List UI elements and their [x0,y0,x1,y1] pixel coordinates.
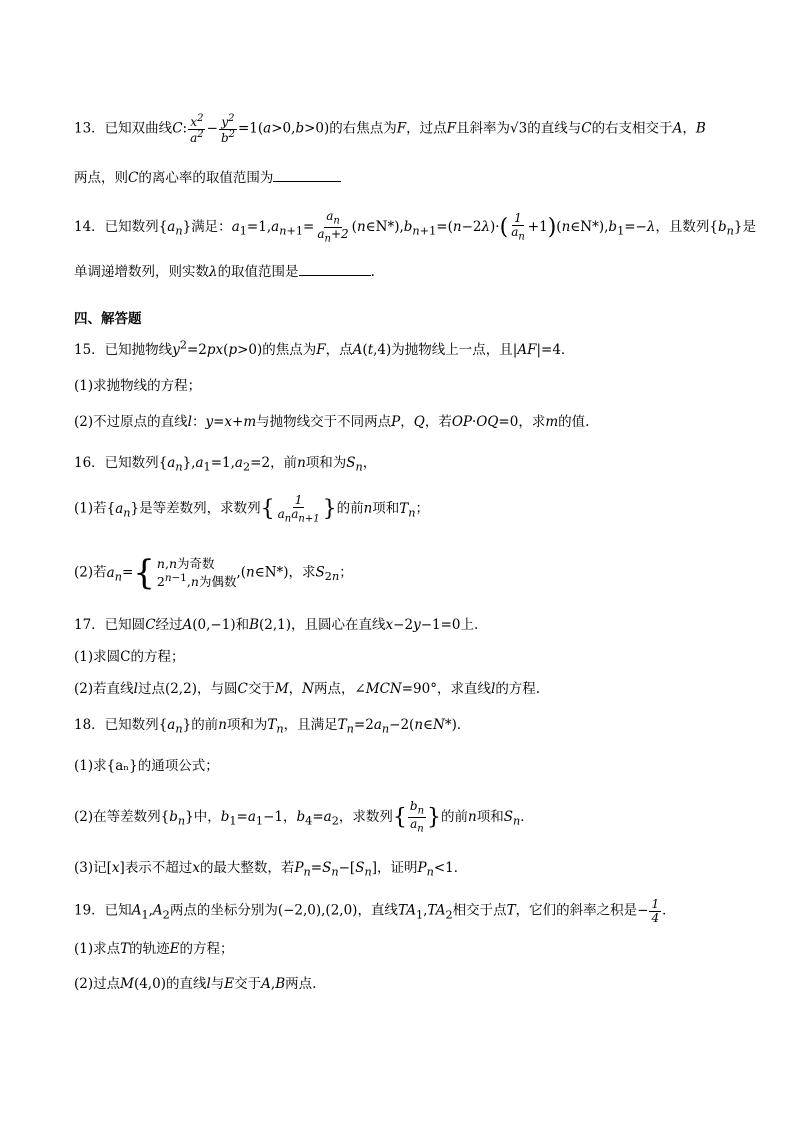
question-15-part-1: (1)求抛物线的方程； [74,378,202,394]
question-15-part-2: (2)不过原点的直线l：y=x+m与抛物线交于不同两点P，Q，若OP·OQ=0，求m的值. [74,414,590,430]
question-17-part-1: (1)求圆C的方程； [74,649,185,665]
question-19-part-1: (1)求点T的轨迹E的方程； [74,941,234,957]
question-18-part-3: (3)记[x]表示不超过x的最大整数，若$P_n=S_n-[S_n]$，证明$P_n<1$． [74,860,468,879]
question-14: 14．已知数列$\{a_n\}$满足：$a_1=1,a_{n+1}=$ $\frac{a_n}{a_n+2}$ $(n\in N*),b_{n+1}=(n-2\lambda)\cdot$( $\frac{1}{a_n}$ $+1)(n\in N*),b_1=-\lambda$，且数列$\{b_n\}$是 [74,209,757,245]
question-16-part-1: (1)若$\{a_n\}$是等差数列，求数列{ $\frac{1}{a_na_{n+1}}$ }的前n项和$T_n$； [74,493,430,524]
question-19: 19．已知$A_1,A_2$两点的坐标分别为(−2,0),(2,0)，直线$TA_1,TA_2$相交于点T，它们的斜率之积是− $\frac{1}{4}$ ． [74,897,676,925]
question-18-part-2: (2)在等差数列$\{b_n\}$中，$b_1=a_1-1$，$b_4=a_2$，求数列{ $\frac{b_n}{a_n}$ }的前n项和$S_n$． [74,799,534,835]
answer-blank-13[interactable] [273,169,341,182]
question-13: 13．已知双曲线C: $\frac{x^2}{a^2}$ − $\frac{y^2}{b^2}$ =1(a>0,b>0)的右焦点为F，过点F且斜率为√3的直线与C的右支相交于A，B [74,113,706,145]
question-14-cont: 单调递增数列，则实数λ的取值范围是 . [74,264,375,280]
question-16: 16．已知数列$\{a_n\},a_1=1,a_2=2$，前n项和为$S_n$， [74,455,377,474]
question-18-part-1: (1)求{aₙ}的通项公式； [74,758,219,774]
section-heading: 四、解答题 [74,311,142,326]
question-19-part-2: (2)过点M(4,0)的直线l与E交于A,B两点. [74,976,317,992]
question-17-part-2: (2)若直线l过点(2,2)，与圆C交于M，N两点，∠MCN=90°，求直线l的方程. [74,681,541,697]
question-17: 17．已知圆C经过A(0,−1)和B(2,1)，且圆心在直线x−2y−1=0上. [74,617,479,633]
question-18: 18．已知数列$\{a_n\}$的前n项和为$T_n$，且满足$T_n=2a_n-2(n\in N*)$． [74,717,471,736]
answer-blank-14[interactable] [299,263,371,276]
question-15: 15．已知抛物线$y^2=2px(p>0)$的焦点为F，点A(t,4)为抛物线上一点，且|AF|=4． [74,338,575,358]
question-16-part-2: (2)若$a_n=$ { n,n为奇数 $2^{n-1},n$为偶数 ,(n∈N*)，求$S_{2n}$； [74,553,353,593]
question-13-cont: 两点，则C的离心率的取值范围为 [74,166,724,186]
